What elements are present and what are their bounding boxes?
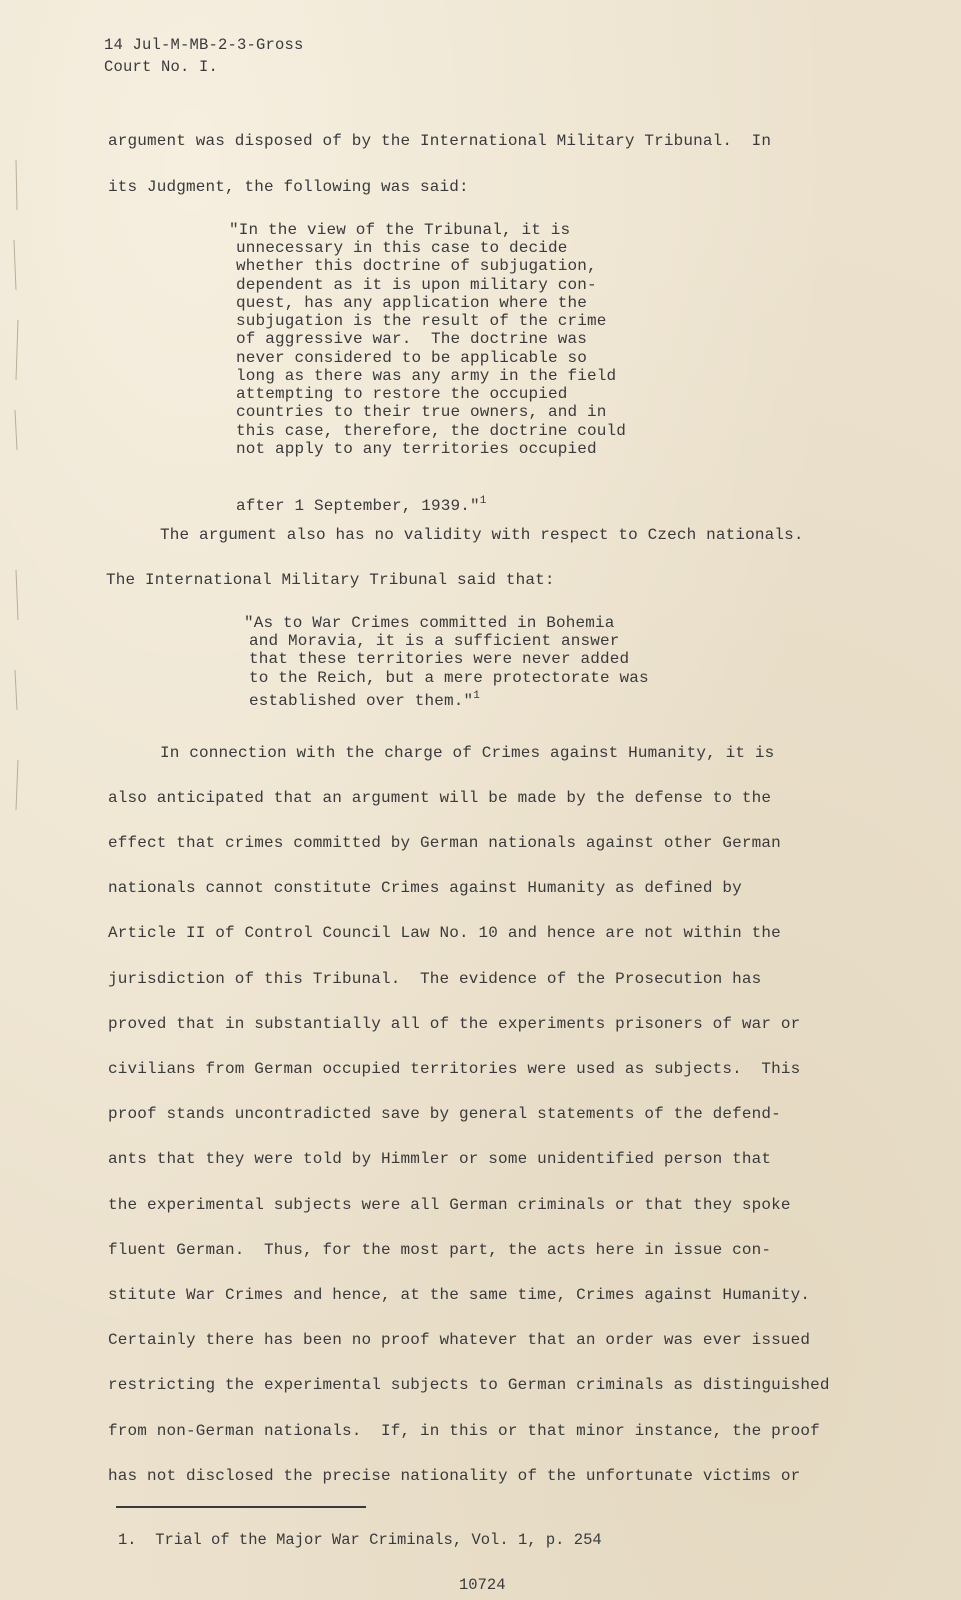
body-line: from non-German nationals. If, in this or that minor instance, the proof (108, 1422, 820, 1440)
header-reference: 14 Jul-M-MB-2-3-Gross (104, 36, 304, 54)
quote-line: subjugation is the result of the crime (236, 312, 607, 330)
body-line: stitute War Crimes and hence, at the same time, Crimes against Humanity. (108, 1286, 811, 1304)
body-line: the experimental subjects were all German criminals or that they spoke (108, 1196, 791, 1214)
body-line: nationals cannot constitute Crimes against Humanity as defined by (108, 879, 742, 897)
body-line: its Judgment, the following was said: (108, 178, 469, 196)
document-header (104, 34, 304, 78)
quote-line (249, 687, 480, 710)
body-line: Certainly there has been no proof whatever that an order was ever issued (108, 1331, 811, 1349)
quote-line: dependent as it is upon military con- (236, 276, 597, 294)
body-line: has not disclosed the precise nationality of the unfortunate victims or (108, 1467, 801, 1485)
quote-line: attempting to restore the occupied (236, 385, 568, 403)
quote-line: this case, therefore, the doctrine could (236, 422, 627, 440)
quote-line: countries to their true owners, and in (236, 403, 607, 421)
quote-line (236, 492, 487, 515)
body-line: proved that in substantially all of the experiments prisoners of war or (108, 1015, 801, 1033)
body-line: ants that they were told by Himmler or some unidentified person that (108, 1150, 772, 1168)
footnote-divider (116, 1506, 366, 1508)
body-line: also anticipated that an argument will be made by the defense to the (108, 789, 772, 807)
quote-line: not apply to any territories occupied (236, 440, 597, 458)
page-number: 10724 (459, 1576, 506, 1594)
quote-line: never considered to be applicable so (236, 349, 588, 367)
quote-line: unnecessary in this case to decide (236, 239, 568, 257)
quote-line: of aggressive war. The doctrine was (236, 330, 588, 348)
quote-line: "As to War Crimes committed in Bohemia (244, 614, 615, 632)
quote-line: that these territories were never added (249, 650, 630, 668)
body-line: proof stands uncontradicted save by general statements of the defend- (108, 1105, 781, 1123)
quote-text: established over them." (249, 692, 474, 710)
margin-pencil-mark (10, 150, 30, 870)
quote-line: and Moravia, it is a sufficient answer (249, 632, 620, 650)
body-line: civilians from German occupied territories were used as subjects. This (108, 1060, 801, 1078)
quote-line: long as there was any army in the field (236, 367, 617, 385)
body-line: Article II of Control Council Law No. 10 and hence are not within the (108, 924, 781, 942)
quote-line: whether this doctrine of subjugation, (236, 257, 597, 275)
footnote-reference: 1 (479, 495, 487, 507)
footnote: 1. Trial of the Major War Criminals, Vol. 1, p. 254 (118, 1531, 602, 1549)
body-line: The argument also has no validity with respect to Czech nationals. (160, 526, 804, 544)
quote-line: to the Reich, but a mere protectorate was (249, 669, 649, 687)
header-court: Court No. I. (104, 58, 219, 76)
body-line: fluent German. Thus, for the most part, the acts here in issue con- (108, 1241, 772, 1259)
body-line: jurisdiction of this Tribunal. The evidence of the Prosecution has (108, 970, 762, 988)
body-line: restricting the experimental subjects to German criminals as distinguished (108, 1376, 830, 1394)
quote-line: "In the view of the Tribunal, it is (229, 221, 571, 239)
body-line: effect that crimes committed by German nationals against other German (108, 834, 781, 852)
quote-text: after 1 September, 1939." (236, 497, 480, 515)
body-line: The International Military Tribunal said that: (106, 571, 555, 589)
body-line: In connection with the charge of Crimes against Humanity, it is (160, 744, 775, 762)
quote-line: quest, has any application where the (236, 294, 588, 312)
footnote-reference: 1 (473, 690, 481, 702)
body-line: argument was disposed of by the International Military Tribunal. In (108, 132, 772, 150)
